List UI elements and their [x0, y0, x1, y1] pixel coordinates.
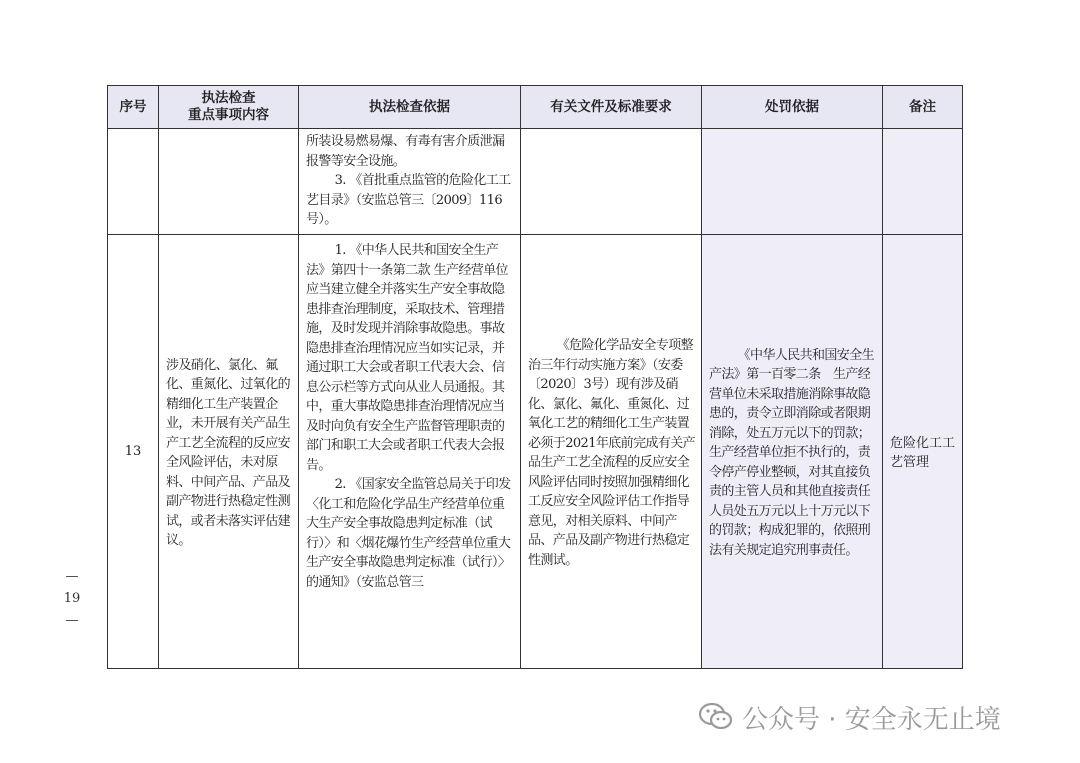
watermark: [698, 700, 1001, 734]
watermark-text: 公众号 · 安全永无止境: [742, 704, 1001, 735]
cont-standards: [521, 129, 702, 235]
cont-content: [159, 129, 299, 235]
enforcement-table: [107, 85, 963, 669]
cont-no: [108, 129, 159, 235]
continuation-row: [108, 129, 963, 235]
row-no: 13: [108, 235, 159, 669]
header-basis: 执法检查依据: [299, 86, 521, 129]
header-no: 序号: [108, 86, 159, 129]
cont-basis: [299, 129, 521, 235]
row-standards: 《危险化学品安全专项整治三年行动实施方案》（安委〔2020〕3号）现有涉及硝化、氯化、氟化、重氮化、过氧化工艺的精细化工生产装置必须于2021年底前完成有关产品生产工艺全流程的反应安全风险评估同时按照加强精细化工反应安全风险评估工作指导意见，对相关原料、中间产品、产品及副产物进行热稳定性测试。: [521, 235, 702, 669]
row-remark: 危险化工工艺管理: [883, 235, 963, 669]
header-penalty: 处罚依据: [702, 86, 883, 129]
header-row: [108, 86, 963, 129]
row-basis-para-2: 2. 《国家安全监管总局关于印发〈化工和危险化学品生产经营单位重大生产安全事故隐患判定标准（试行）〉和〈烟花爆竹生产经营单位重大生产安全事故隐患判定标准（试行）〉的通知》（安监总管三: [306, 477, 511, 590]
wechat-icon: [698, 702, 734, 732]
header-standards: 有关文件及标准要求: [521, 86, 702, 129]
row-penalty: 《中华人民共和国安全生产法》第一百零二条 生产经营单位未采取措施消除事故隐患的，责令立即消除或者限期消除，处五万元以下的罚款；生产经营单位拒不执行的，责令停产停业整顿，对其直接负责的主管人员和其他直接责任人员处五万元以上十万元以下的罚款；构成犯罪的，依照刑法有关规定追究刑事责任。: [702, 235, 883, 669]
page-number: — 19 —: [63, 569, 81, 628]
row-content: 涉及硝化、氯化、氟化、重氮化、过氧化的精细化工生产装置企业，未开展有关产品生产工艺全流程的反应安全风险评估，未对原料、中间产品、产品及副产物进行热稳定性测试，或者未落实评估建议。: [159, 235, 299, 669]
header-content: 执法检查 重点事项内容: [159, 86, 299, 129]
row-basis-para-1: 1. 《中华人民共和国安全生产法》第四十一条第二款 生产经营单位应当建立健全并落实生产安全事故隐患排查治理制度，采取技术、管理措施，及时发现并消除事故隐患。事故隐患排查治理情况应当如实记录，并通过职工大会或者职工代表大会、信息公示栏等方式向从业人员通报。其中，重大事故隐患排查治理情况应当及时向负有安全生产监督管理职责的部门和职工大会或者职工代表大会报告。: [306, 243, 508, 473]
cont-remark: [883, 129, 963, 235]
cont-basis-para-2: 3. 《首批重点监管的危险化工工艺目录》（安监总管三〔2009〕116号）。: [306, 173, 511, 227]
row-basis: [299, 235, 521, 669]
cont-penalty: [702, 129, 883, 235]
header-remark: 备注: [883, 86, 963, 129]
table-row: [108, 235, 963, 669]
cont-basis-para-1: 所装设易燃易爆、有毒有害介质泄漏报警等安全设施。: [306, 134, 505, 169]
